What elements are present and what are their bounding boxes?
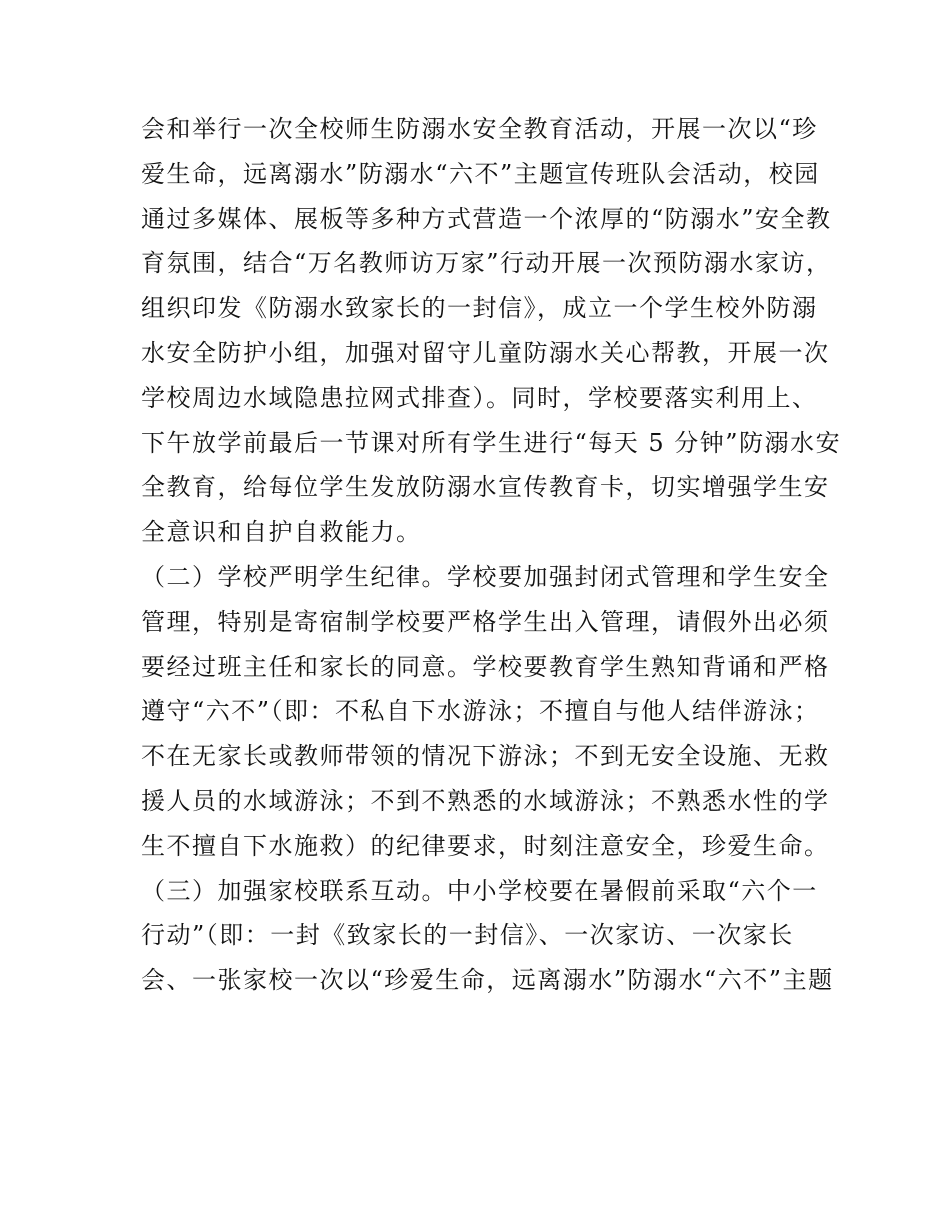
text-line-2: 爱生命，远离溺水”防溺水“六不”主题宣传班队会活动，校园 [141, 159, 820, 188]
text-line-18: （三）加强家校联系互动。中小学校要在暑假前采取“六个一 [141, 876, 818, 905]
text-line-20: 会、一张家校一次以“珍爱生命，远离溺水”防溺水“六不”主题 [141, 966, 834, 995]
text-line-6: 水安全防护小组，加强对留守儿童防溺水关心帮教，开展一次 [141, 338, 830, 367]
text-line-16: 援人员的水域游泳；不到不熟悉的水域游泳；不熟悉水性的学 [141, 786, 830, 815]
text-line-9: 全教育，给每位学生发放防溺水宣传教育卡，切实增强学生安 [141, 473, 830, 502]
text-line-4: 育氛围，结合“万名教师访万家”行动开展一次预防溺水家访， [141, 249, 832, 278]
text-line-13: 要经过班主任和家长的同意。学校要教育学生熟知背诵和严格 [141, 652, 830, 681]
text-line-1: 会和举行一次全校师生防溺水安全教育活动，开展一次以“珍 [141, 115, 818, 143]
text-line-12: 管理，特别是寄宿制学校要严格学生出入管理，请假外出必须 [141, 607, 830, 636]
text-line-15: 不在无家长或教师带领的情况下游泳；不到无安全设施、无救 [141, 742, 830, 771]
text-line-7: 学校周边水域隐患拉网式排查）。同时，学校要落实利用上、 [141, 383, 818, 412]
text-line-8: 下午放学前最后一节课对所有学生进行“每天 5 分钟”防溺水安 [141, 428, 842, 457]
text-line-10: 全意识和自护自救能力。 [141, 518, 422, 547]
text-line-11: （二）学校严明学生纪律。学校要加强封闭式管理和学生安全 [141, 562, 830, 591]
text-line-17: 生不擅自下水施救）的纪律要求，时刻注意安全，珍爱生命。 [141, 831, 830, 860]
text-line-14: 遵守“六不”（即：不私自下水游泳；不擅自与他人结伴游泳； [141, 697, 820, 726]
text-line-5: 组织印发《防溺水致家长的一封信》，成立一个学生校外防溺 [141, 294, 818, 323]
text-line-19: 行动”（即：一封《致家长的一封信》、一次家访、一次家长 [141, 921, 794, 950]
body-text [141, 107, 842, 1003]
text-line-3: 通过多媒体、展板等多种方式营造一个浓厚的“防溺水”安全教 [141, 204, 832, 233]
